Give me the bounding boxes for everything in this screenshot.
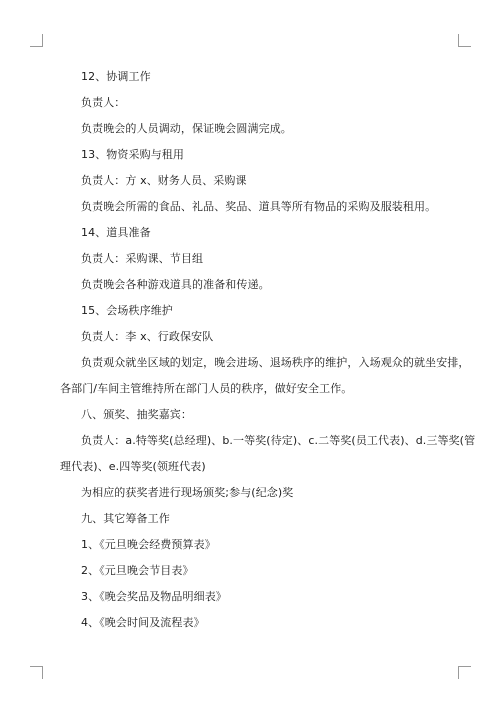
list-item-2: 2、《元旦晚会节目表》	[81, 564, 194, 577]
crop-mark-bottom-left	[30, 666, 43, 679]
section-heading-13: 13、物资采购与租用	[81, 148, 184, 161]
section-heading-9: 九、其它筹备工作	[81, 512, 170, 525]
responsible-line-14: 负责人：采购课、节目组	[81, 252, 204, 265]
responsible-line-12: 负责人：	[81, 96, 126, 109]
description-line-15: 负责观众就坐区域的划定，晚会进场、退场秩序的维护，入场观众的就坐安排，	[81, 356, 470, 369]
responsible-line-8-cont: 理代表)、e.四等奖(领班代表)	[60, 460, 206, 473]
responsible-line-13: 负责人：方 x、财务人员、采购课	[81, 174, 247, 187]
crop-mark-top-right	[458, 34, 471, 47]
description-line-15-cont: 各部门/车间主管维持所在部门人员的秩序，做好安全工作。	[60, 382, 353, 395]
section-heading-12: 12、协调工作	[81, 70, 151, 83]
list-item-4: 4、《晚会时间及流程表》	[81, 616, 205, 629]
crop-mark-bottom-right	[458, 666, 471, 679]
description-line-14: 负责晚会各种游戏道具的准备和传递。	[81, 278, 270, 291]
section-heading-8: 八、颁奖、抽奖嘉宾：	[81, 408, 192, 421]
list-item-3: 3、《晚会奖品及物品明细表》	[81, 590, 227, 603]
description-line-13: 负责晚会所需的食品、礼品、奖品、道具等所有物品的采购及服装租用。	[81, 200, 437, 213]
responsible-line-8: 负责人：a.特等奖(总经理)、b.一等奖(待定)、c.二等奖(员工代表)、d.三等奖(管	[81, 434, 476, 447]
description-line-12: 负责晚会的人员调动，保证晚会圆满完成。	[81, 122, 292, 135]
description-line-8: 为相应的获奖者进行现场颁奖;参与(纪念)奖	[81, 486, 294, 499]
crop-mark-top-left	[30, 34, 43, 47]
section-heading-15: 15、会场秩序维护	[81, 304, 173, 317]
section-heading-14: 14、道具准备	[81, 226, 151, 239]
list-item-1: 1、《元旦晚会经费预算表》	[81, 538, 216, 551]
responsible-line-15: 负责人：李 x、行政保安队	[81, 330, 214, 343]
